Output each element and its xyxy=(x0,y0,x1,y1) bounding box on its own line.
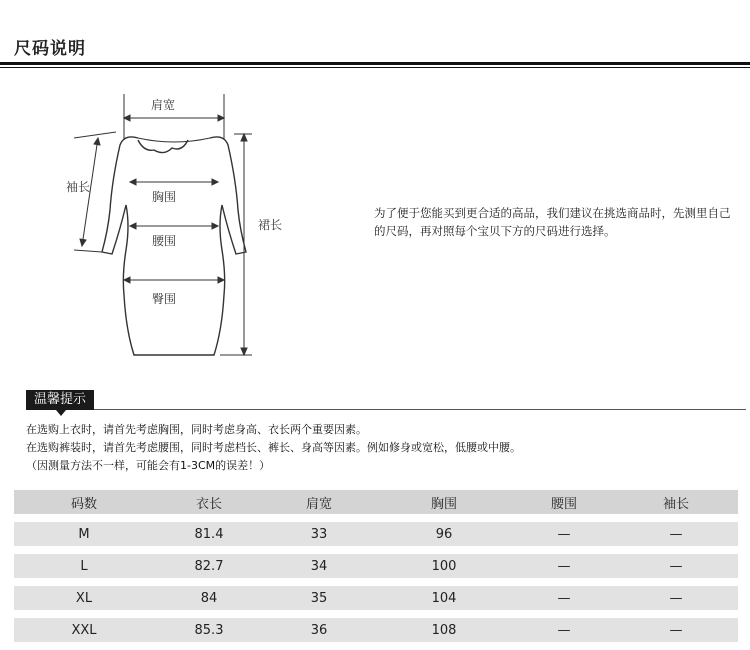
tips-badge-pointer xyxy=(56,410,66,416)
cell-sleeve: — xyxy=(669,590,683,606)
cell-shoulder: 33 xyxy=(310,526,328,542)
cell-waist: — xyxy=(557,590,571,606)
sleeve-label: 袖长 xyxy=(66,180,91,194)
header-size: 码数 xyxy=(70,496,97,512)
tips-badge: 温馨提示 xyxy=(26,390,94,410)
shoulder-label: 肩宽 xyxy=(151,98,176,112)
cell-sleeve: — xyxy=(669,622,683,638)
title-rule-thick xyxy=(0,62,750,65)
cell-length: 84 xyxy=(200,590,218,606)
header-chest: 胸围 xyxy=(430,496,457,512)
hip-label: 臀围 xyxy=(152,292,177,306)
header-shoulder: 肩宽 xyxy=(305,496,332,512)
cell-chest: 96 xyxy=(435,526,453,542)
waist-label: 腰围 xyxy=(152,234,177,248)
size-table xyxy=(14,490,738,650)
table-row xyxy=(14,586,738,610)
table-row xyxy=(14,522,738,546)
cell-size: XXL xyxy=(71,622,97,638)
cell-shoulder: 36 xyxy=(310,622,328,638)
cell-waist: — xyxy=(557,526,571,542)
cell-shoulder: 34 xyxy=(310,558,328,574)
cell-size: M xyxy=(78,526,90,542)
length-label: 裙长 xyxy=(258,218,283,232)
dress-diagram xyxy=(40,90,300,365)
cell-waist: — xyxy=(557,622,571,638)
cell-length: 82.7 xyxy=(194,558,224,574)
cell-chest: 104 xyxy=(431,590,457,606)
tips-divider xyxy=(26,409,746,410)
header-length: 衣长 xyxy=(195,496,222,512)
page-title: 尺码说明 xyxy=(14,39,86,59)
cell-shoulder: 35 xyxy=(310,590,328,606)
header-waist: 腰围 xyxy=(550,496,577,512)
chest-label: 胸围 xyxy=(152,190,177,204)
tips-list xyxy=(26,421,521,475)
cell-size: XL xyxy=(75,590,93,606)
table-row xyxy=(14,554,738,578)
tip-line: 在选购上衣时，请首先考虑胸围，同时考虑身高、衣长两个重要因素。 xyxy=(26,423,367,436)
title-rule-thin xyxy=(0,67,750,68)
table-row xyxy=(14,618,738,642)
tip-line: 在选购裤装时，请首先考虑腰围，同时考虑档长、裤长、身高等因素。例如修身或宽松，低腰或中腰。 xyxy=(26,441,521,454)
header-sleeve: 袖长 xyxy=(662,496,689,512)
cell-sleeve: — xyxy=(669,526,683,542)
tip-line: （因测量方法不一样，可能会有1-3CM的误差！） xyxy=(26,459,271,472)
cell-chest: 100 xyxy=(431,558,457,574)
cell-length: 85.3 xyxy=(194,622,224,638)
cell-chest: 108 xyxy=(431,622,457,638)
cell-sleeve: — xyxy=(669,558,683,574)
intro-text: 为了便于您能买到更合适的高品，我们建议在挑选商品时，先测里自己的尺码，再对照每个宝贝下方的尺码进行选择。 xyxy=(374,206,731,238)
cell-size: L xyxy=(80,558,88,574)
cell-length: 81.4 xyxy=(194,526,224,542)
table-header-row xyxy=(14,490,738,514)
cell-waist: — xyxy=(557,558,571,574)
